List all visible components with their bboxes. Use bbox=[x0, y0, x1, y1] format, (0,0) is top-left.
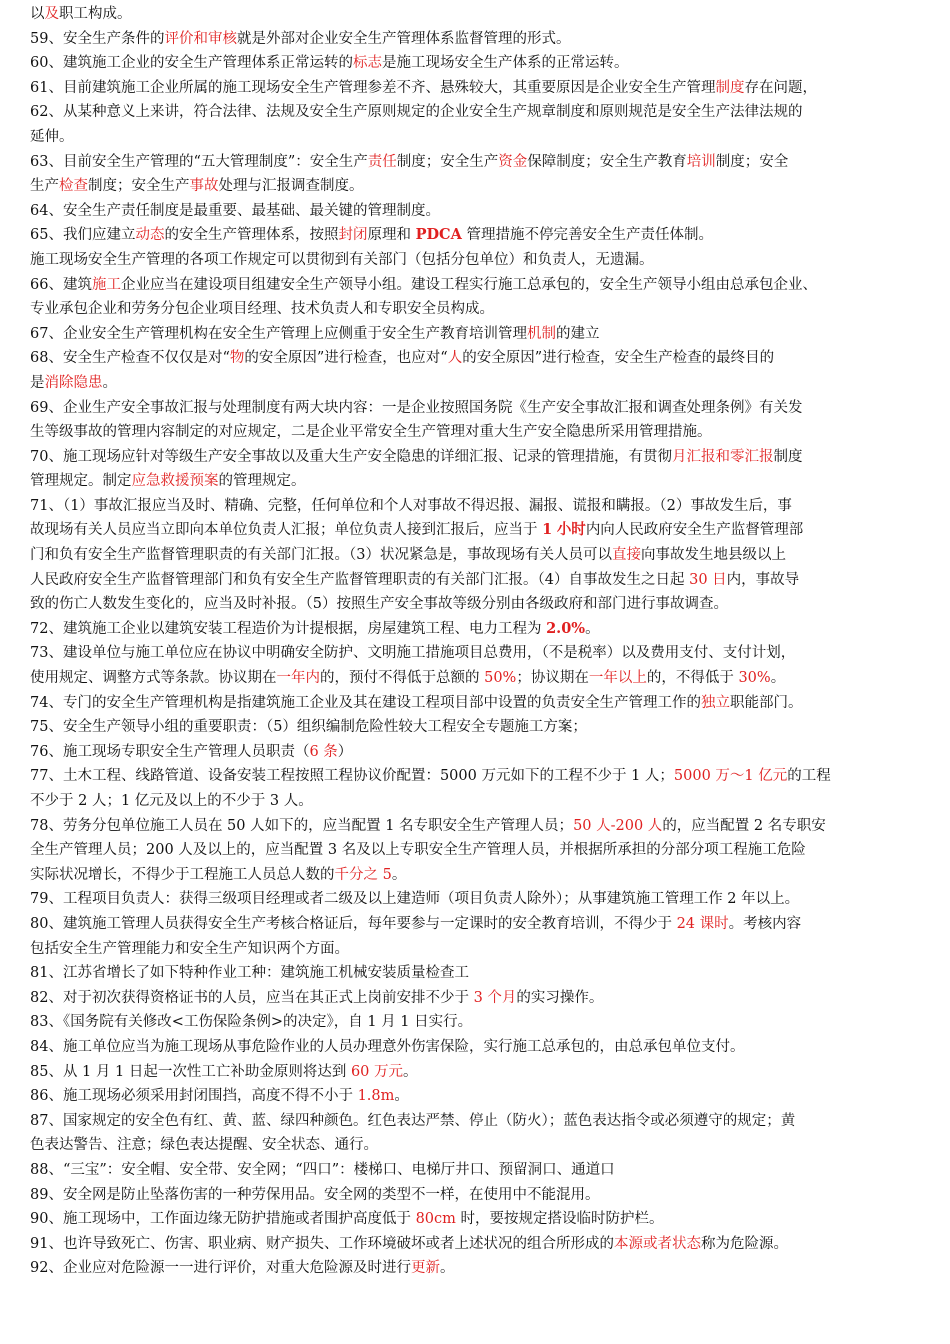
text-line bbox=[30, 518, 922, 543]
text-segment: 70、施工现场应针对等级生产安全事故以及重大生产安全隐患的详细汇报、记录的管理措施，有贯彻 bbox=[30, 448, 672, 465]
text-segment: 82、对于初次获得资格证书的人员，应当在其正式上岗前安排不少于 bbox=[30, 989, 474, 1006]
highlighted-text: 评价和审核 bbox=[164, 30, 237, 47]
text-segment: 65、我们应建立 bbox=[30, 227, 136, 244]
highlighted-text: 3 个月 bbox=[473, 989, 517, 1006]
text-segment: 制度；安全生产 bbox=[88, 178, 190, 195]
text-segment: 门和负有安全生产监督管理职责的有关部门汇报。（3）状况紧急是，事故现场有关人员可以 bbox=[30, 547, 612, 564]
text-line bbox=[30, 174, 922, 199]
text-segment: 管理规定。制定 bbox=[30, 473, 132, 490]
text-segment: 77、土木工程、线路管道、设备安装工程按照工程协议价配置：5000 万元如下的工程不少于 1 人； bbox=[30, 768, 674, 785]
text-line bbox=[30, 445, 922, 470]
text-segment: 88、“三宝”：安全帽、安全带、安全网；“四口”：楼梯口、电梯厅井口、预留洞口、通道口 bbox=[30, 1161, 615, 1178]
text-line bbox=[30, 961, 922, 986]
highlighted-text: 及 bbox=[44, 6, 59, 22]
highlighted-text: 6 条 bbox=[309, 743, 338, 760]
text-segment: 内向人民政府安全生产监督管理部 bbox=[585, 522, 804, 539]
text-line bbox=[30, 1158, 922, 1183]
text-line bbox=[30, 937, 922, 962]
text-segment: 向事故发生地县级以上 bbox=[640, 547, 786, 564]
highlighted-text: 千分之 5 bbox=[334, 866, 392, 883]
highlighted-text: 更新 bbox=[410, 1260, 440, 1277]
highlighted-text: 60 万元 bbox=[350, 1063, 404, 1080]
text-line bbox=[30, 469, 922, 494]
text-line bbox=[30, 27, 922, 52]
text-segment: 91、也许导致死亡、伤害、职业病、财产损失、工作环境破坏或者上述状况的组合所形成的 bbox=[30, 1235, 614, 1252]
highlighted-text: 小时 bbox=[556, 521, 586, 539]
text-segment: 60、建筑施工企业的安全生产管理体系正常运转的 bbox=[30, 55, 353, 72]
highlighted-text: 50% bbox=[484, 670, 517, 687]
text-segment: 80、建筑施工管理人员获得安全生产考核合格证后，每年要参与一定课时的安全教育培训，不得少于 bbox=[30, 915, 677, 932]
highlighted-text: 制度 bbox=[715, 79, 745, 96]
highlighted-text: 消除隐患 bbox=[44, 374, 103, 391]
text-line bbox=[30, 1256, 922, 1281]
text-line bbox=[30, 1035, 922, 1060]
highlighted-text: 直接 bbox=[611, 547, 641, 564]
text-segment: 延伸。 bbox=[30, 128, 74, 145]
highlighted-text: PDCA bbox=[415, 226, 462, 244]
text-line bbox=[30, 912, 922, 937]
text-segment: 专业承包企业和劳务分包企业项目经理、技术负责人和专职安全员构成。 bbox=[30, 301, 494, 318]
text-line bbox=[30, 51, 922, 76]
text-segment: 致的伤亡人数发生变化的，应当及时补报。（5）按照生产安全事故等级分别由各级政府和部门进行事故调查。 bbox=[30, 596, 728, 613]
highlighted-text: 检查 bbox=[59, 178, 88, 195]
text-line bbox=[30, 273, 922, 298]
text-segment: 包括安全生产管理能力和安全生产知识两个方面。 bbox=[30, 940, 349, 957]
text-segment: 全生产管理人员；200 人及以上的，应当配置 3 名及以上专职安全生产管理人员，并根据所承担的分部分项工程施工危险 bbox=[30, 842, 806, 859]
text-segment: 的，不得低于 bbox=[646, 670, 739, 687]
text-line bbox=[30, 322, 922, 347]
text-line bbox=[30, 420, 922, 445]
text-segment: 90、施工现场中，工作面边缘无防护措施或者围护高度低于 bbox=[30, 1211, 416, 1228]
text-segment: 。 bbox=[403, 1063, 418, 1080]
text-segment: 企业应当在建设项目组建安全生产领导小组。建设工程实行施工总承包的，安全生产领导小组由总承包企业、 bbox=[120, 276, 817, 293]
text-line bbox=[30, 740, 922, 765]
text-line bbox=[30, 297, 922, 322]
highlighted-text: 资金 bbox=[498, 153, 528, 170]
highlighted-text: 封闭 bbox=[338, 227, 368, 244]
text-segment: 66、建筑 bbox=[30, 276, 92, 293]
text-line bbox=[30, 1232, 922, 1257]
text-segment: 。 bbox=[439, 1260, 455, 1277]
text-segment: 68、安全生产检查不仅仅是对“ bbox=[30, 350, 230, 367]
text-line bbox=[30, 371, 922, 396]
text-segment: 76、施工现场专职安全生产管理人员职责（ bbox=[30, 743, 310, 760]
text-segment: 。 bbox=[394, 1088, 409, 1105]
text-segment: 71、（1）事故汇报应当及时、精确、完整，任何单位和个人对事故不得迟报、漏报、谎报和瞒报。（2）事故发生后，事 bbox=[30, 497, 792, 514]
text-segment: 79、工程项目负责人：获得三级项目经理或者二级及以上建造师（项目负责人除外）；从事建筑施工管理工作 2 年以上。 bbox=[30, 891, 800, 908]
highlighted-text: 30 bbox=[689, 571, 708, 588]
text-line bbox=[30, 1060, 922, 1085]
text-segment: 73、建设单位与施工单位应在协议中明确安全防护、文明施工措施项目总费用，（不是税率）以及费用支付、支付计划， bbox=[30, 645, 796, 662]
text-segment: 75、安全生产领导小组的重要职责：（5）组织编制危险性较大工程安全专题施工方案； bbox=[30, 719, 587, 736]
highlighted-text: 事故 bbox=[189, 178, 219, 195]
highlighted-text: 一年内 bbox=[276, 670, 320, 687]
text-segment: 。考核内容 bbox=[728, 915, 802, 932]
text-line bbox=[30, 125, 922, 150]
text-segment: 72、建筑施工企业以建筑安装工程造价为计提根据，房屋建筑工程、电力工程为 bbox=[30, 620, 547, 637]
highlighted-text: 培训 bbox=[686, 153, 716, 170]
text-segment: 制度；安全 bbox=[715, 153, 789, 170]
text-segment: 存在问题， bbox=[744, 79, 817, 96]
highlighted-text: 机制 bbox=[526, 325, 556, 342]
text-line bbox=[30, 592, 922, 617]
text-segment: 的安全原因”进行检查，安全生产检查的最终目的 bbox=[462, 350, 775, 367]
highlighted-text: 1 bbox=[542, 521, 553, 539]
text-segment: 。 bbox=[585, 620, 600, 637]
text-segment: 生产 bbox=[30, 178, 59, 195]
text-segment: 施工现场安全生产管理的各项工作规定可以贯彻到有关部门（包括分包单位）和负责人，无遗漏。 bbox=[30, 251, 654, 268]
text-line bbox=[30, 494, 922, 519]
text-segment: 。 bbox=[770, 670, 786, 687]
text-segment: 。 bbox=[391, 866, 407, 883]
text-segment: 保障制度；安全生产教育 bbox=[527, 153, 687, 170]
text-segment: 职能部门。 bbox=[729, 694, 803, 711]
text-segment: 的实习操作。 bbox=[516, 989, 604, 1006]
text-line bbox=[30, 838, 922, 863]
text-segment: ；协议期在 bbox=[516, 670, 589, 687]
text-segment: ） bbox=[337, 743, 353, 760]
highlighted-text: 物 bbox=[229, 350, 245, 367]
text-segment: 色表达警告、注意；绿色表达提醒、安全状态、通行。 bbox=[30, 1137, 378, 1154]
text-line bbox=[30, 691, 922, 716]
highlighted-text: 50 人-200 人 bbox=[573, 817, 663, 834]
text-line bbox=[30, 863, 922, 888]
text-segment: 92、企业应对危险源一一进行评价，对重大危险源及时进行 bbox=[30, 1260, 411, 1277]
text-segment: 以 bbox=[30, 6, 45, 22]
text-line bbox=[30, 1109, 922, 1134]
text-line bbox=[30, 1133, 922, 1158]
text-segment: 64、安全生产责任制度是最重要、最基础、最关键的管理制度。 bbox=[30, 202, 440, 219]
highlighted-text: 独立 bbox=[700, 694, 730, 711]
highlighted-text: 2.0% bbox=[546, 619, 586, 637]
text-line bbox=[30, 986, 922, 1011]
text-line bbox=[30, 887, 922, 912]
text-line bbox=[30, 617, 922, 642]
text-segment: 是施工现场安全生产体系的正常运转。 bbox=[381, 55, 629, 72]
text-segment: 的安全生产管理体系，按照 bbox=[164, 227, 339, 244]
highlighted-text: 30% bbox=[738, 670, 771, 687]
text-segment: 85、从 1 月 1 日起一次性工亡补助金原则将达到 bbox=[30, 1063, 351, 1080]
text-line bbox=[30, 150, 922, 175]
text-segment: 职工构成。 bbox=[59, 6, 132, 22]
text-segment: 的安全原因”进行检查，也应对“ bbox=[244, 350, 448, 367]
text-segment: 人民政府安全生产监督管理部门和负有安全生产监督管理职责的有关部门汇报。（4）自事故发生之日起 bbox=[30, 571, 690, 588]
highlighted-text: 施工 bbox=[91, 276, 121, 293]
text-segment: 时，要按规定搭设临时防护栏。 bbox=[455, 1211, 664, 1228]
text-segment: 管理措施不停完善安全生产责任体制。 bbox=[461, 227, 713, 244]
text-line bbox=[30, 666, 922, 691]
text-segment: 的，应当配置 2 名专职安 bbox=[662, 817, 826, 834]
text-segment: 的，预付不得低于总额的 bbox=[320, 670, 485, 687]
text-segment: 87、国家规定的安全色有红、黄、蓝、绿四种颜色。红色表达严禁、停止（防火）；蓝色表达指令或必须遵守的规定；黄 bbox=[30, 1112, 796, 1129]
text-segment: 84、施工单位应当为施工现场从事危险作业的人员办理意外伤害保险，实行施工总承包的，由总承包单位支付。 bbox=[30, 1038, 745, 1055]
text-segment: 59、安全生产条件的 bbox=[30, 30, 165, 47]
text-segment: 是 bbox=[30, 374, 45, 391]
highlighted-text: 本源或者状态 bbox=[613, 1235, 701, 1252]
text-segment: 制度 bbox=[773, 448, 803, 465]
text-line bbox=[30, 1183, 922, 1208]
highlighted-text: 责任 bbox=[367, 153, 397, 170]
text-line bbox=[30, 715, 922, 740]
highlighted-text: 人 bbox=[447, 350, 463, 367]
highlighted-text: 80cm bbox=[415, 1211, 456, 1228]
highlighted-text: 一年以上 bbox=[588, 670, 647, 687]
text-line bbox=[30, 568, 922, 593]
text-line bbox=[30, 396, 922, 421]
text-segment: 实际状况增长，不得少于工程施工人员总人数的 bbox=[30, 866, 335, 883]
text-segment: 内，事故导 bbox=[726, 571, 800, 588]
text-segment: 61、目前建筑施工企业所属的施工现场安全生产管理参差不齐、悬殊较大，其重要原因是企业安全生产管理 bbox=[30, 79, 716, 96]
text-segment: 处理与汇报调查制度。 bbox=[218, 178, 364, 195]
text-segment: 就是外部对企业安全生产管理体系监督管理的形式。 bbox=[236, 30, 571, 47]
text-segment: 78、劳务分包单位施工人员在 50 人如下的，应当配置 1 名专职安全生产管理人员； bbox=[30, 817, 574, 834]
text-segment: 不少于 2 人；1 亿元及以上的不少于 3 人。 bbox=[30, 793, 313, 809]
highlighted-text: 标志 bbox=[352, 55, 382, 72]
text-line bbox=[30, 76, 922, 101]
text-line bbox=[30, 764, 922, 789]
text-line bbox=[30, 814, 922, 839]
text-segment: 81、江苏省增长了如下特种作业工种：建筑施工机械安装质量检查工 bbox=[30, 965, 469, 982]
text-segment: 的工程 bbox=[787, 768, 831, 785]
text-line bbox=[30, 100, 922, 125]
text-segment: 63、目前安全生产管理的“五大管理制度”：安全生产 bbox=[30, 153, 368, 170]
text-segment: 使用规定、调整方式等条款。协议期在 bbox=[30, 670, 277, 687]
highlighted-text: 应急救援预案 bbox=[131, 473, 219, 490]
highlighted-text: 1.8m bbox=[357, 1088, 395, 1105]
text-line bbox=[30, 199, 922, 224]
text-segment: 67、企业安全生产管理机构在安全生产管理上应侧重于安全生产教育培训管理 bbox=[30, 325, 527, 342]
highlighted-text: 月汇报和零汇报 bbox=[671, 448, 774, 465]
text-line bbox=[30, 1207, 922, 1232]
text-line bbox=[30, 2, 922, 27]
text-segment: 89、安全网是防止坠落伤害的一种劳保用品。安全网的类型不一样，在使用中不能混用。 bbox=[30, 1186, 600, 1203]
text-segment: 原理和 bbox=[367, 227, 416, 244]
text-line bbox=[30, 1010, 922, 1035]
text-segment: 称为危险源。 bbox=[700, 1235, 788, 1252]
highlighted-text: 日 bbox=[712, 571, 727, 588]
text-line bbox=[30, 346, 922, 371]
text-segment: 62、从某种意义上来讲，符合法律、法规及安全生产原则规定的企业安全生产规章制度和原则规范是安全生产法律法规的 bbox=[30, 104, 803, 121]
text-segment: 故现场有关人员应当立即向本单位负责人汇报；单位负责人接到汇报后，应当于 bbox=[30, 522, 543, 539]
text-segment: 69、企业生产安全事故汇报与处理制度有两大块内容：一是企业按照国务院《生产安全事故汇报和调查处理条例》有关发 bbox=[30, 399, 803, 416]
text-segment: 74、专门的安全生产管理机构是指建筑施工企业及其在建设工程项目部中设置的负责安全生产管理工作的 bbox=[30, 694, 701, 711]
highlighted-text: 5000 万～1 亿元 bbox=[673, 768, 788, 785]
highlighted-text: 24 课时 bbox=[676, 915, 729, 932]
text-line bbox=[30, 1084, 922, 1109]
text-line bbox=[30, 223, 922, 248]
text-segment: 的建立 bbox=[555, 325, 600, 342]
text-segment: 制度；安全生产 bbox=[396, 153, 499, 170]
text-line bbox=[30, 248, 922, 273]
text-segment: 的管理规定。 bbox=[218, 473, 306, 490]
text-segment: 83、《国务院有关修改<工伤保险条例>的决定》，自 1 月 1 日实行。 bbox=[30, 1014, 473, 1031]
text-segment: 。 bbox=[102, 374, 117, 391]
text-segment: 生等级事故的管理内容制定的对应规定，二是企业平常安全生产管理对重大生产安全隐患所采用管理措施。 bbox=[30, 424, 712, 441]
text-line bbox=[30, 641, 922, 666]
text-line bbox=[30, 543, 922, 568]
highlighted-text: 动态 bbox=[135, 227, 165, 244]
text-line bbox=[30, 789, 922, 814]
text-segment: 86、施工现场必须采用封闭围挡，高度不得不小于 bbox=[30, 1088, 358, 1105]
